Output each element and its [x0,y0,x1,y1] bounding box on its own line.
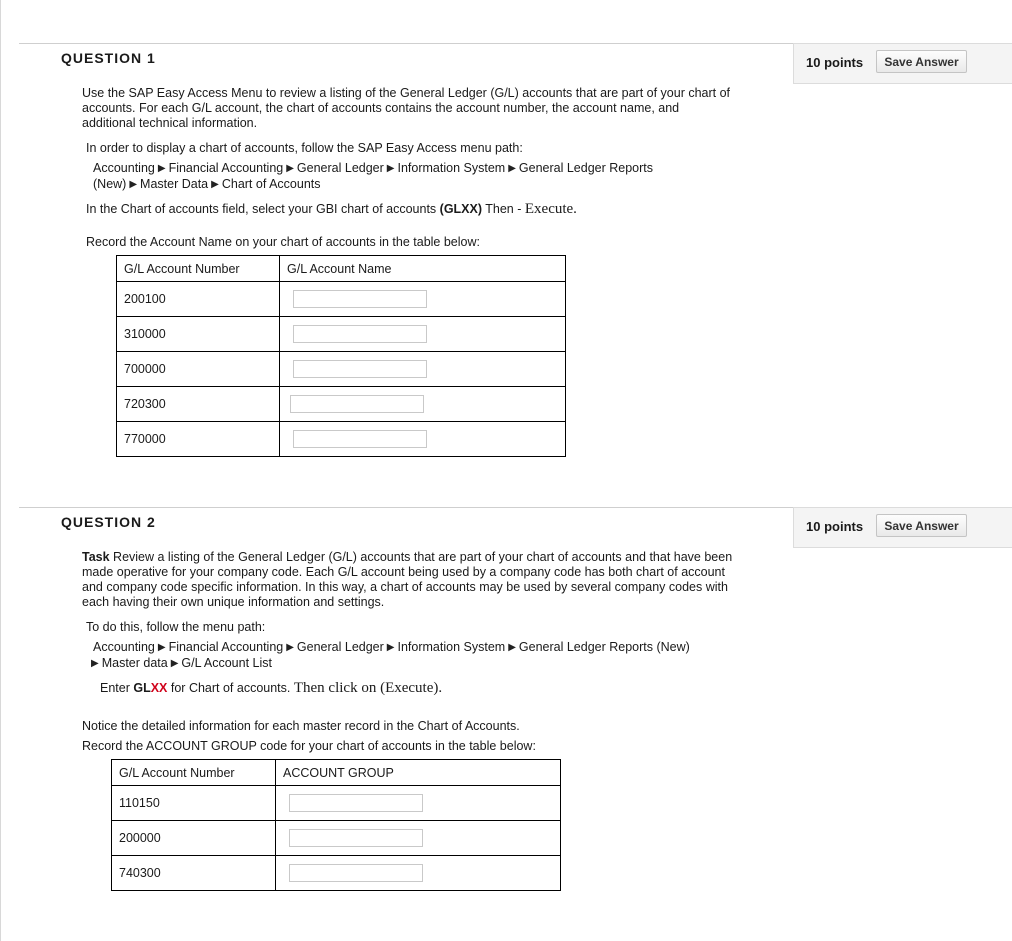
account-group-input[interactable] [289,864,423,882]
account-number-cell: 200100 [117,282,280,317]
arrow-right-icon: ▶ [157,163,166,174]
account-name-input[interactable] [293,325,427,343]
chart-code-prefix: GL [133,681,151,695]
table-row [117,387,566,422]
account-group-input[interactable] [289,829,423,847]
answer-cell [280,422,566,457]
table-row [112,856,561,891]
execute-text: Execute. [524,201,577,217]
instruction-text: for Chart of accounts. [167,681,294,695]
table-row [112,786,561,821]
question-1-table [116,255,566,457]
arrow-right-icon: ▶ [170,658,179,669]
menu-path-item: Master Data [140,177,209,191]
question-1-title: QUESTION 1 [61,50,156,66]
menu-path-item: (New) [93,177,127,191]
menu-path-item: General Ledger [296,161,384,175]
task-label: Task [82,550,110,564]
table-row [117,317,566,352]
question-1-record-instruction: Record the Account Name on your chart of accounts in the table below: [86,235,480,249]
menu-path-item: Financial Accounting [168,640,284,654]
question-2-task [82,550,732,610]
answer-cell [280,352,566,387]
arrow-right-icon: ▶ [386,163,395,174]
account-name-input[interactable] [293,290,427,308]
answer-cell [276,786,561,821]
menu-path-item: General Ledger Reports (New) [518,640,690,654]
menu-path-item: Master data [101,656,168,670]
account-name-input[interactable] [293,430,427,448]
question-1-points: 10 points [806,55,864,70]
account-number-cell: 110150 [112,786,276,821]
question-1-save-answer-button[interactable]: Save Answer [876,50,967,73]
arrow-right-icon: ▶ [508,642,516,653]
chart-code-placeholder: XX [150,681,168,695]
task-line: and company code specific information. In this way, a chart of accounts may be used by several company codes with [82,580,728,594]
arrow-right-icon: ▶ [386,642,395,653]
arrow-right-icon: ▶ [286,642,294,653]
question-1-intro [82,86,730,131]
account-number-cell: 700000 [117,352,280,387]
question-1-field-instruction [86,202,577,217]
menu-path-item: Accounting [93,640,155,654]
arrow-right-icon: ▶ [157,642,166,653]
menu-path-item: General Ledger Reports [518,161,653,175]
question-1-menu-path [93,161,653,193]
question-1-points-panel [793,43,1012,84]
question-2-points: 10 points [806,519,864,534]
menu-path-item: Financial Accounting [168,161,284,175]
table-row [112,821,561,856]
menu-path-item: Chart of Accounts [221,177,321,191]
execute-text: Then click on (Execute). [293,680,443,696]
account-number-cell: 720300 [117,387,280,422]
column-header-account-number: G/L Account Number [117,256,280,282]
arrow-right-icon: ▶ [129,179,138,190]
table-header-row [117,256,566,282]
account-group-input[interactable] [289,794,423,812]
account-name-input[interactable] [293,360,427,378]
question-1-intro-line: Use the SAP Easy Access Menu to review a listing of the General Ledger (G/L) accounts that are part of your chart of [82,86,731,100]
menu-path-item: G/L Account List [181,656,272,670]
menu-path-item: Information System [397,161,506,175]
table-header-row [112,760,561,786]
account-number-cell: 200000 [112,821,276,856]
question-2-title: QUESTION 2 [61,514,156,530]
question-1-intro-line: additional technical information. [82,116,258,130]
instruction-text: Enter [100,681,134,695]
account-number-cell: 310000 [117,317,280,352]
question-2-path-intro: To do this, follow the menu path: [86,620,266,634]
question-2-record-instruction: Record the ACCOUNT GROUP code for your chart of accounts in the table below: [82,739,536,753]
task-line: each having their own unique information and settings. [82,595,385,609]
instruction-text: Then - [482,202,525,216]
arrow-right-icon: ▶ [508,163,516,174]
menu-path-item: Information System [397,640,506,654]
answer-cell [276,856,561,891]
table-row [117,422,566,457]
account-number-cell: 770000 [117,422,280,457]
question-2-notice: Notice the detailed information for each master record in the Chart of Accounts. [82,719,520,733]
question-2-points-panel [793,507,1012,548]
answer-cell [276,821,561,856]
question-1-intro-line: accounts. For each G/L account, the chart of accounts contains the account number, the account name, and [82,101,680,115]
account-number-cell: 740300 [112,856,276,891]
account-name-input[interactable] [290,395,424,413]
arrow-right-icon: ▶ [211,179,219,190]
arrow-right-icon: ▶ [91,658,99,669]
question-1-path-intro: In order to display a chart of accounts, follow the SAP Easy Access menu path: [86,141,523,155]
task-line: Review a listing of the General Ledger (G/L) accounts that are part of your chart of accounts and that have been [109,550,733,564]
instruction-text: In the Chart of accounts field, select your GBI chart of accounts [86,202,440,216]
arrow-right-icon: ▶ [286,163,294,174]
answer-cell [280,387,566,422]
menu-path-item: Accounting [93,161,155,175]
answer-cell [280,282,566,317]
answer-cell [280,317,566,352]
question-2-save-answer-button[interactable]: Save Answer [876,514,967,537]
chart-code: (GLXX) [439,202,483,216]
table-row [117,352,566,387]
question-2-enter-instruction [100,681,442,696]
column-header-account-name: G/L Account Name [280,256,566,282]
table-row [117,282,566,317]
question-2-table [111,759,561,891]
question-2-menu-path [93,640,690,672]
task-line: made operative for your company code. Each G/L account being used by a company code has both chart of account [82,565,725,579]
column-header-account-group: ACCOUNT GROUP [276,760,561,786]
menu-path-item: General Ledger [296,640,384,654]
column-header-account-number: G/L Account Number [112,760,276,786]
